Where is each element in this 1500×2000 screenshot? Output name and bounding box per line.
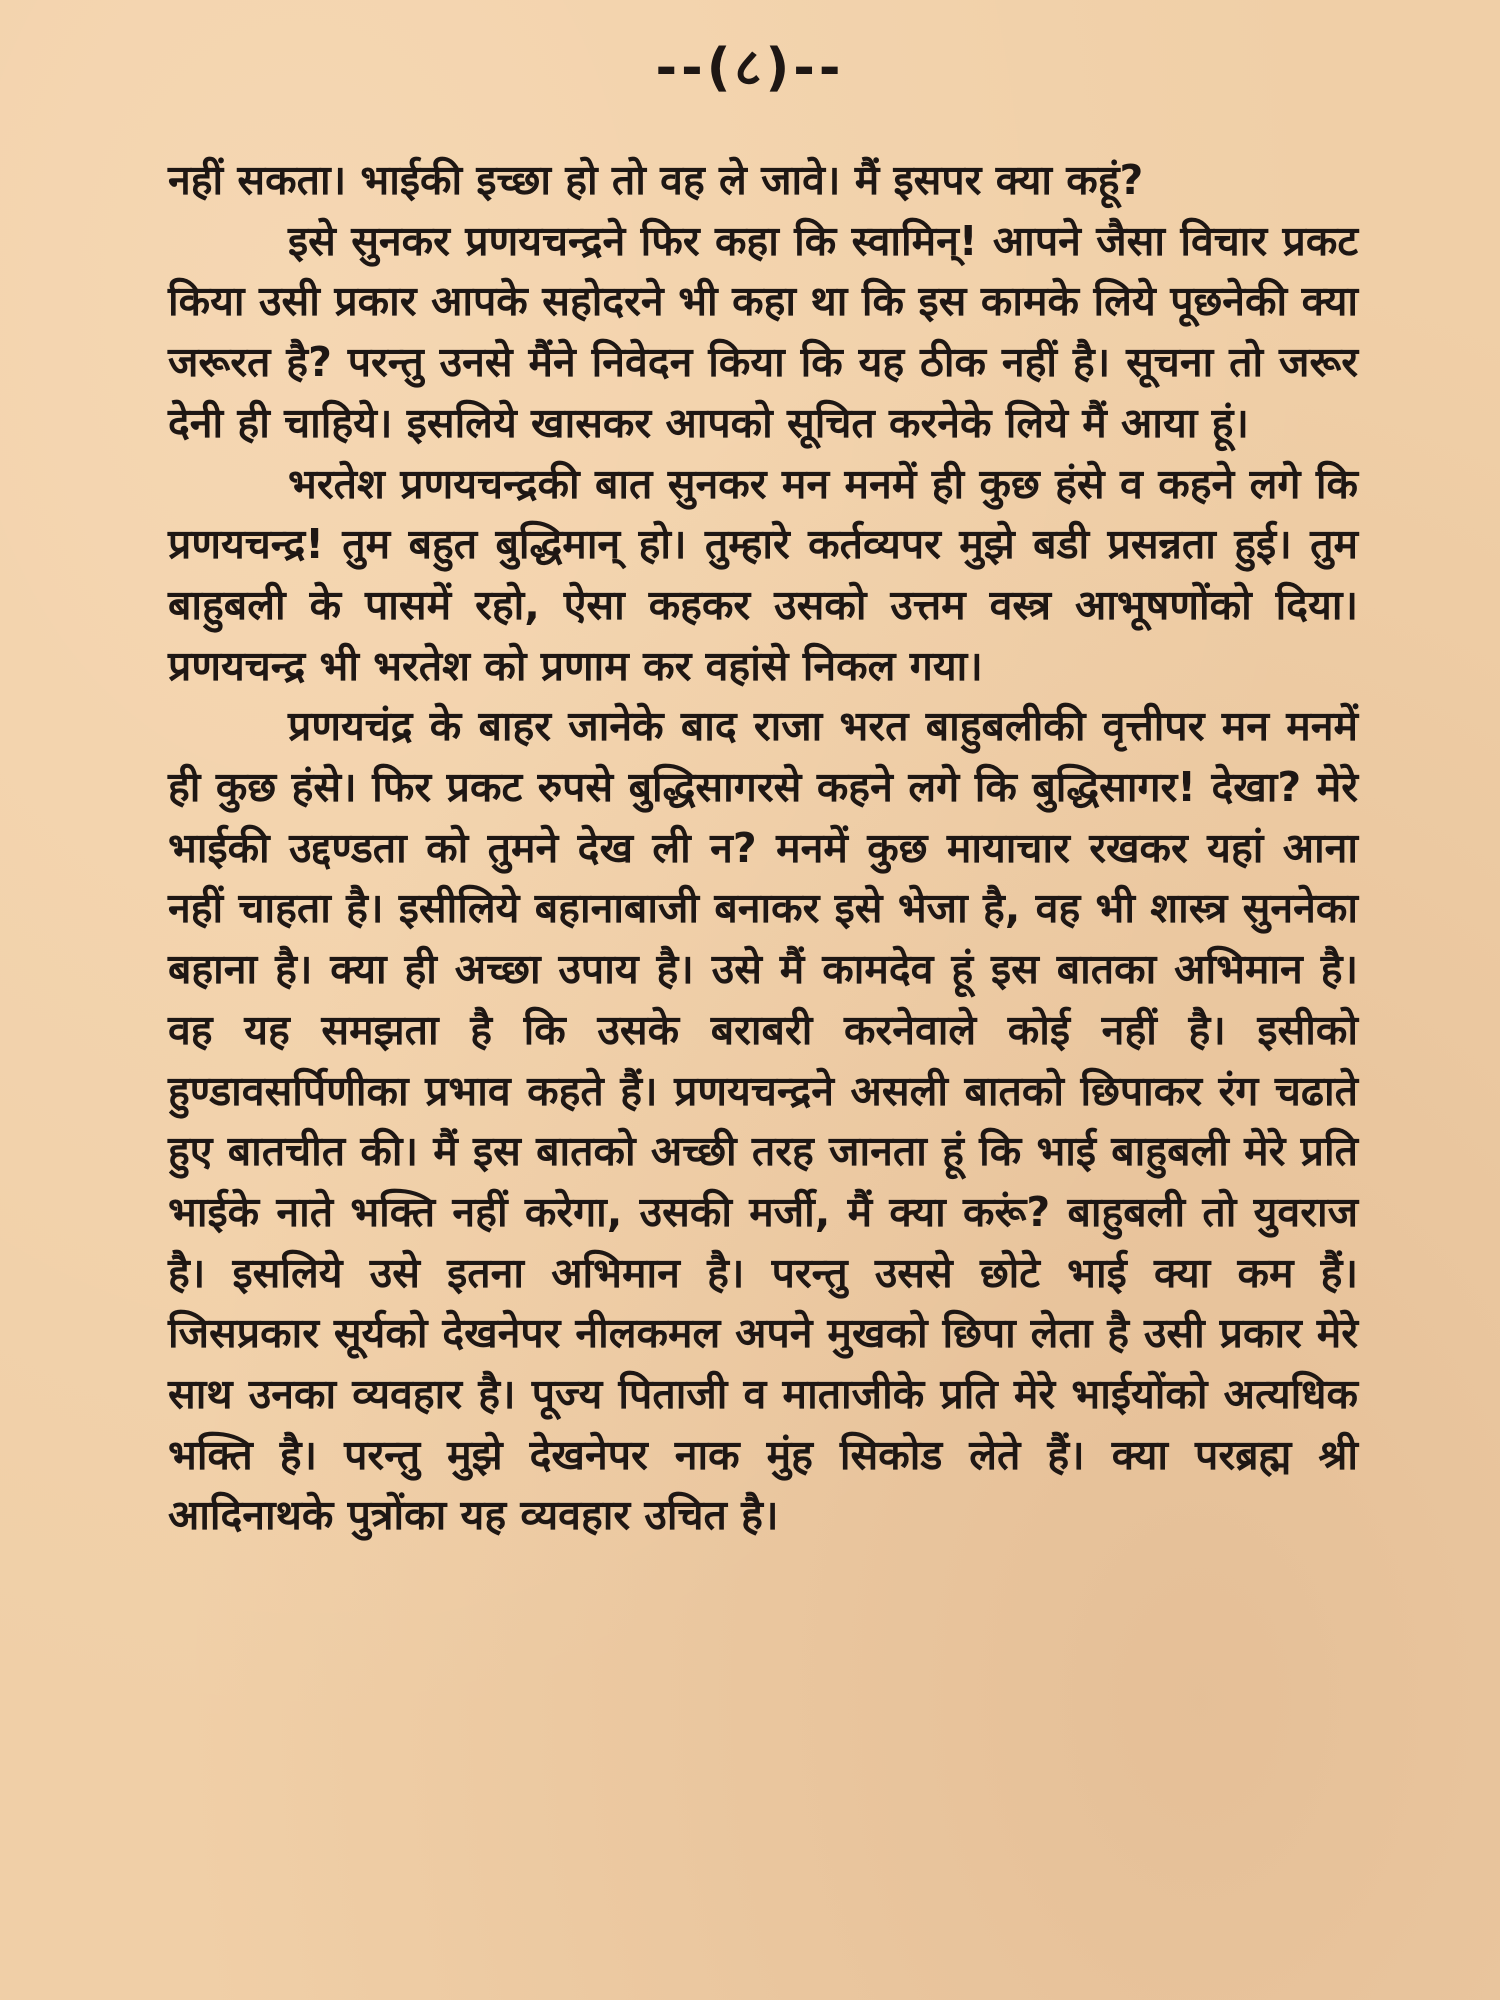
paragraph-1: नहीं सकता। भाईकी इच्छा हो तो वह ले जावे। मैं इसपर क्या कहूं? [168, 156, 1144, 204]
paragraph-2: इसे सुनकर प्रणयचन्द्रने फिर कहा कि स्वामिन्! आपने जैसा विचार प्रकट किया उसी प्रकार आपके सहोदरने भी कहा था कि इस कामके लिये पूछनेकी क्या जरूरत है? परन्तु उनसे मैंने निवेदन किया कि यह ठीक नहीं है। सूचना तो जरूर देनी ही चाहिये। इसलिये खासकर आपको सूचित करनेके लिये मैं आया हूं। [168, 216, 1358, 447]
page-number: --(८)-- [655, 38, 845, 98]
paragraph-4: प्रणयचंद्र के बाहर जानेके बाद राजा भरत बाहुबलीकी वृत्तीपर मन मनमें ही कुछ हंसे। फिर प्रकट रुपसे बुद्धिसागरसे कहने लगे कि बुद्धिसागर! देखा? मेरे भाईकी उद्दण्डता को तुमने देख ली न? मनमें कुछ मायाचार रखकर यहां आना नहीं चाहता है। इसीलिये बहानाबाजी बनाकर इसे भेजा है, वह भी शास्त्र सुननेका बहाना है। क्या ही अच्छा उपाय है। उसे मैं कामदेव हूं इस बातका अभिमान है। वह यह समझता है कि उसके बराबरी करनेवाले कोई नहीं है। इसीको हुण्डावसर्पिणीका प्रभाव कहते हैं। प्रणयचन्द्रने असली बातको छिपाकर रंग चढाते हुए बातचीत की। मैं इस बातको अच्छी तरह जानता हूं कि भाई बाहुबली मेरे प्रति भाईके नाते भक्ति नहीं करेगा, उसकी मर्जी, मैं क्या करूं? बाहुबली तो युवराज है। इसलिये उसे इतना अभिमान है। परन्तु उससे छोटे भाई क्या कम हैं। जिसप्रकार सूर्यको देखनेपर नीलकमल अपने मुखको छिपा लेता है उसी प्रकार मेरे साथ उनका व्यवहार है। पूज्य पिताजी व माताजीके प्रति मेरे भाईयोंको अत्यधिक भक्ति है। परन्तु मुझे देखनेपर नाक मुंह सिकोड लेते हैं। क्या परब्रह्म श्री आदिनाथके पुत्रोंका यह व्यवहार उचित है। [168, 702, 1358, 1540]
body-text [168, 150, 1358, 1546]
paragraph-3: भरतेश प्रणयचन्द्रकी बात सुनकर मन मनमें ही कुछ हंसे व कहने लगे कि प्रणयचन्द्र! तुम बहुत बुद्धिमान् हो। तुम्हारे कर्तव्यपर मुझे बडी प्रसन्नता हुई। तुम बाहुबली के पासमें रहो, ऐसा कहकर उसको उत्तम वस्त्र आभूषणोंको दिया। प्रणयचन्द्र भी भरतेश को प्रणाम कर वहांसे निकल गया। [168, 459, 1358, 690]
